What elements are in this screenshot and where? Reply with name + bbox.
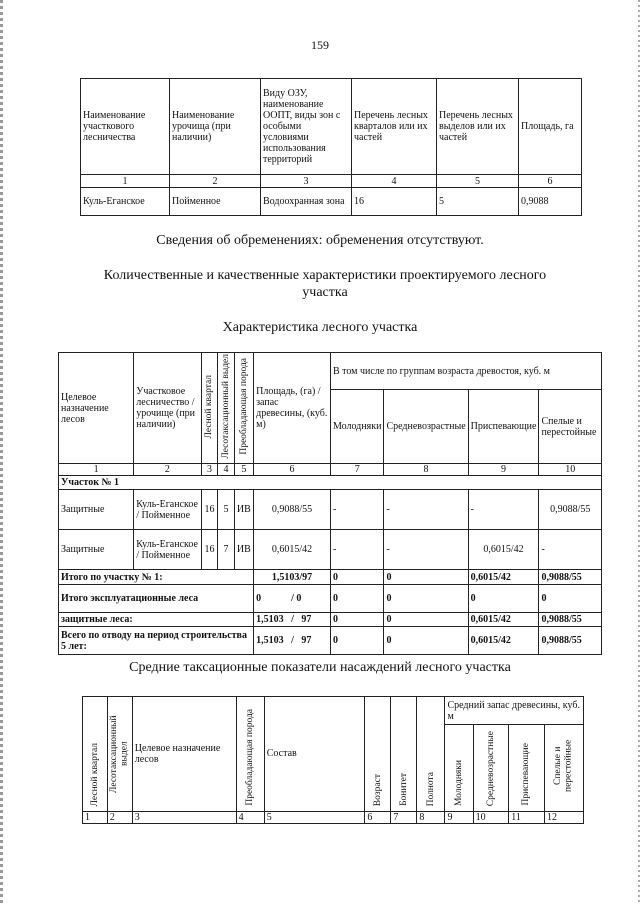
t1-header: Наименование урочища (при наличии) bbox=[170, 79, 261, 175]
t3-h-class: Бонитет bbox=[398, 773, 409, 806]
t2-cell: Защитные bbox=[59, 530, 134, 570]
t1-header: Перечень лесных выделов или их частей bbox=[437, 79, 519, 175]
t3-h-mature: Спелые и перестойные bbox=[553, 739, 574, 793]
t3-h-middle: Средневозрастные bbox=[485, 730, 496, 806]
t2-num: 1 bbox=[59, 464, 134, 476]
t3-num: 5 bbox=[264, 811, 365, 823]
t3-num: 3 bbox=[132, 811, 236, 823]
t2-num: 4 bbox=[218, 464, 234, 476]
t2-num: 9 bbox=[468, 464, 539, 476]
t2-h-subdivision: Лесотаксационный выдел bbox=[220, 354, 231, 459]
t1-num: 3 bbox=[261, 175, 352, 188]
table-characteristics bbox=[58, 352, 602, 655]
heading-quantitative: Количественные и качественные характеристики проектируемого лесного участка bbox=[103, 268, 547, 300]
t2-cell: 0,9088/55 bbox=[539, 613, 602, 627]
t2-h-groups: В том числе по группам возраста древостоя, куб. м bbox=[330, 353, 601, 390]
t3-num: 10 bbox=[473, 811, 509, 823]
t3-h-age: Возраст bbox=[372, 773, 383, 806]
t2-area-b: / 0 bbox=[291, 593, 302, 605]
t3-h-purpose: Целевое назначение лесов bbox=[132, 697, 236, 812]
t2-cell: 0 bbox=[384, 570, 468, 585]
t2-cell: 0 bbox=[539, 585, 602, 613]
t2-h-purpose: Целевое назначение лесов bbox=[59, 353, 134, 464]
page-number: 159 bbox=[311, 38, 329, 52]
table-row bbox=[59, 530, 602, 570]
t3-num: 6 bbox=[365, 811, 391, 823]
t2-h-ripening: Приспевающие bbox=[468, 390, 539, 464]
t2-cell: 0,9088/55 bbox=[539, 570, 602, 585]
t3-num: 4 bbox=[236, 811, 264, 823]
t2-cell: - bbox=[330, 490, 383, 530]
t2-num: 6 bbox=[254, 464, 331, 476]
t1-header: Наименование участкового лесничества bbox=[81, 79, 170, 175]
t2-cell: 5 bbox=[218, 490, 234, 530]
t3-h-quarter: Лесной квартал bbox=[89, 742, 100, 806]
t2-h-forestry: Участковое лесничество / урочище (при наличии) bbox=[134, 353, 201, 464]
t2-cell: - bbox=[468, 490, 539, 530]
t2-h-mature: Спелые и перестойные bbox=[539, 390, 602, 464]
t3-num: 12 bbox=[544, 811, 583, 823]
t3-num: 2 bbox=[107, 811, 132, 823]
t2-cell: ИВ bbox=[234, 490, 254, 530]
t2-cell: 0,6015/42 bbox=[468, 570, 539, 585]
t2-cell: 0,6015/42 bbox=[468, 613, 539, 627]
t3-h-species: Преобладающая порода bbox=[244, 709, 255, 806]
t2-cell: 1,5103/97 bbox=[254, 570, 331, 585]
t2-cell: Куль-Еганское / Пойменное bbox=[134, 530, 201, 570]
t3-h-young: Молодняки bbox=[453, 759, 464, 806]
t2-num: 8 bbox=[384, 464, 468, 476]
t2-h-young: Молодняки bbox=[330, 390, 383, 464]
table-row bbox=[59, 570, 602, 585]
t2-cell: 0 bbox=[384, 585, 468, 613]
table-row bbox=[59, 490, 602, 530]
t2-cell: - bbox=[384, 490, 468, 530]
t2-num: 10 bbox=[539, 464, 602, 476]
t2-cell: 0,6015/42 bbox=[468, 627, 539, 655]
t1-header: Площадь, га bbox=[519, 79, 582, 175]
t3-num: 7 bbox=[391, 811, 417, 823]
t1-cell: Куль-Еганское bbox=[81, 188, 170, 216]
scan-edge-left bbox=[0, 0, 3, 905]
t1-cell: 16 bbox=[352, 188, 437, 216]
t1-cell: Пойменное bbox=[170, 188, 261, 216]
t2-num: 2 bbox=[134, 464, 201, 476]
t2-cell: 0,9088/55 bbox=[539, 627, 602, 655]
t2-cell: 1,5103 / 97 bbox=[254, 613, 331, 627]
t3-h-sub: Лесотаксационный выдел bbox=[109, 715, 130, 793]
t2-cell: - bbox=[330, 530, 383, 570]
t2-cell: Куль-Еганское / Пойменное bbox=[134, 490, 201, 530]
t3-h-composition: Состав bbox=[264, 697, 365, 812]
t3-num: 8 bbox=[417, 811, 445, 823]
t2-cell: 7 bbox=[218, 530, 234, 570]
t2-h-middle: Средневозрастные bbox=[384, 390, 468, 464]
t2-cell: 0 bbox=[330, 627, 383, 655]
t2-cell: 0,9088/55 bbox=[539, 490, 602, 530]
t2-cell bbox=[254, 585, 331, 613]
t2-cell: ИВ bbox=[234, 530, 254, 570]
t2-cell: 0,9088/55 bbox=[254, 490, 331, 530]
table-average-indicators bbox=[82, 696, 584, 824]
t3-num: 9 bbox=[445, 811, 473, 823]
table-row bbox=[59, 585, 602, 613]
t2-cell: - bbox=[539, 530, 602, 570]
heading-characteristics: Характеристика лесного участка bbox=[222, 320, 418, 335]
t2-area-a: 0 bbox=[256, 593, 262, 605]
t2-total-label: Итого по участку № 1: bbox=[59, 570, 254, 585]
t2-cell: 16 bbox=[201, 490, 218, 530]
table-zones bbox=[80, 78, 582, 216]
t2-section-title: Участок № 1 bbox=[59, 476, 602, 490]
t3-h-stock: Средний запас древесины, куб. м bbox=[445, 697, 584, 725]
t2-cell: 0 bbox=[384, 613, 468, 627]
t2-total-label: Итого эксплуатационные леса bbox=[59, 585, 254, 613]
t1-num: 6 bbox=[519, 175, 582, 188]
t2-num: 7 bbox=[330, 464, 383, 476]
t2-cell: 0 bbox=[384, 627, 468, 655]
t3-h-ripening: Приспевающие bbox=[521, 743, 532, 806]
t1-num: 1 bbox=[81, 175, 170, 188]
t1-num: 2 bbox=[170, 175, 261, 188]
t1-cell: 5 bbox=[437, 188, 519, 216]
t2-h-quarter: Лесной квартал bbox=[204, 374, 215, 439]
t3-num: 11 bbox=[509, 811, 545, 823]
t2-h-species: Преобладающая порода bbox=[238, 358, 249, 455]
t2-cell: 0,6015/42 bbox=[468, 530, 539, 570]
t2-total-label: защитные леса: bbox=[59, 613, 254, 627]
table-row bbox=[59, 627, 602, 655]
t2-cell: 0,6015/42 bbox=[254, 530, 331, 570]
t2-num: 5 bbox=[234, 464, 254, 476]
t1-header: Перечень лесных кварталов или их частей bbox=[352, 79, 437, 175]
t2-cell: - bbox=[384, 530, 468, 570]
t3-h-density: Полнота bbox=[425, 771, 436, 806]
encumbrances-text: Сведения об обременениях: обременения отсутствуют. bbox=[156, 233, 484, 248]
t1-header: Виду ОЗУ, наименование ООПТ, виды зон с особыми условиями использования территорий bbox=[261, 79, 352, 175]
t3-num: 1 bbox=[83, 811, 108, 823]
t1-num: 4 bbox=[352, 175, 437, 188]
t2-cell: 16 bbox=[201, 530, 218, 570]
t1-cell: 0,9088 bbox=[519, 188, 582, 216]
heading-average-indicators: Средние таксационные показатели насаждений лесного участка bbox=[129, 660, 511, 675]
t2-cell: 0 bbox=[330, 570, 383, 585]
t2-cell: Защитные bbox=[59, 490, 134, 530]
t2-total-label: Всего по отводу на период строительства 5 лет: bbox=[59, 627, 254, 655]
t2-cell: 0 bbox=[330, 613, 383, 627]
t2-num: 3 bbox=[201, 464, 218, 476]
t2-cell: 0 bbox=[330, 585, 383, 613]
table-row bbox=[59, 613, 602, 627]
table-row bbox=[81, 188, 582, 216]
t2-cell: 0 bbox=[468, 585, 539, 613]
t2-cell: 1,5103 / 97 bbox=[254, 627, 331, 655]
t1-num: 5 bbox=[437, 175, 519, 188]
t1-cell: Водоохранная зона bbox=[261, 188, 352, 216]
t2-h-area: Площадь, (га) / запас древесины, (куб. м) bbox=[254, 353, 331, 464]
